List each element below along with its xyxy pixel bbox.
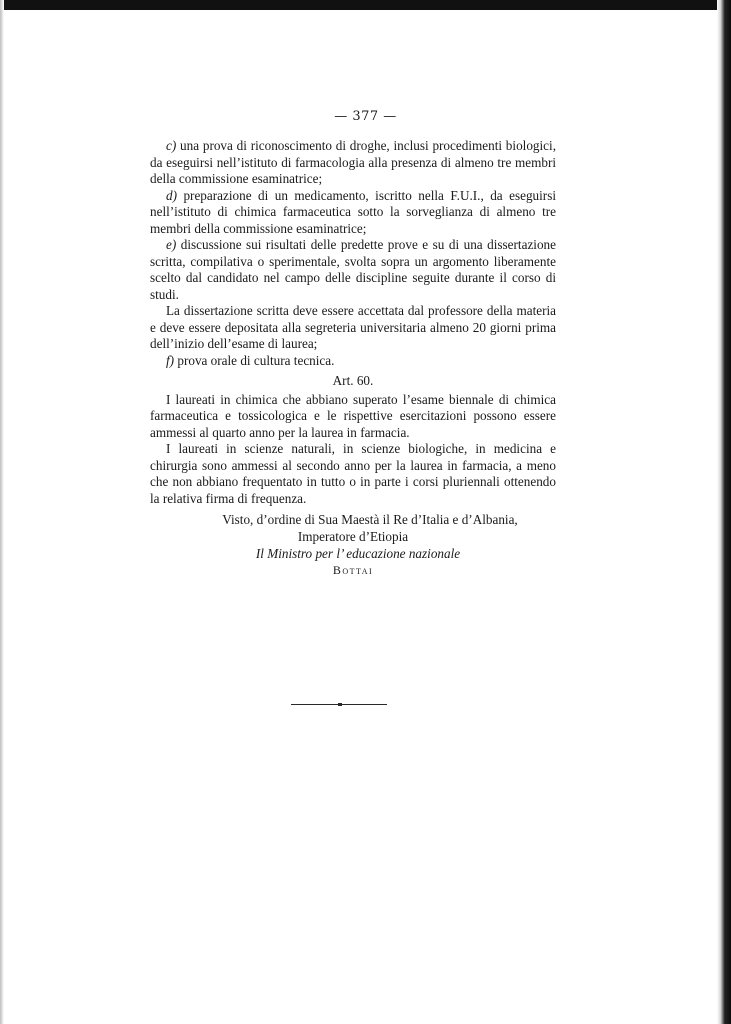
item-marker: e): [166, 237, 177, 252]
item-marker: f): [166, 352, 175, 368]
scan-left-edge: [0, 0, 4, 1024]
article-paragraph: I laureati in chimica che abbiano superato l’esame biennale di chimica farmaceutica e tossicologica e le rispettive esercitazioni possono essere ammessi al quarto anno per la laurea in farmacia.: [150, 391, 556, 440]
paragraph-dissertazione: [150, 303, 556, 353]
signature-block: [150, 511, 556, 579]
paragraph-text: una prova di riconoscimento di droghe, inclusi procedimenti biologici, da eseguirsi nell’istituto di farmacologia alla presenza di almeno tre membri della commissione esaminatrice;: [150, 138, 556, 186]
page-number: — 377 —: [334, 109, 397, 124]
paragraph-text: prova orale di cultura tecnica.: [174, 352, 335, 368]
signature-line-2: Imperatore d’Etiopia: [297, 529, 409, 544]
scan-top-border: [0, 0, 731, 10]
item-marker: d): [166, 187, 177, 203]
paragraph-d: [150, 188, 556, 238]
article-paragraph: I laureati in scienze naturali, in scienze biologiche, in medicina e chirurgia sono ammessi al secondo anno per la laurea in farmacia, a meno che non abbiano frequentato in tutto o in parte i corsi pluriennali ottenendo la relativa firma di frequenza.: [150, 441, 556, 506]
minister-name: Bottai: [332, 563, 374, 577]
end-rule-ornament: [338, 703, 342, 706]
paragraph-text: discussione sui risultati delle predette prove e su di una dissertazione scritta, compilativa o sperimentale, svolta sopra un argomento liberamente scelto dal candidato nel campo delle discipline seguite durante il corso di studi.: [150, 237, 556, 302]
paragraph-text: La dissertazione scritta deve essere accettata dal professore della materia e deve essere depositata alla segreteria universitaria almeno 20 giorni prima dell’inizio dell’esame di laurea;: [150, 303, 556, 351]
signature-line-1: Visto, d’ordine di Sua Maestà il Re d’Italia e d’Albania,: [222, 512, 518, 527]
scan-right-edge: [717, 0, 731, 1024]
article-heading: Art. 60.: [332, 373, 374, 388]
item-marker: c): [166, 138, 177, 153]
paragraph-text: preparazione di un medicamento, iscritto nella F.U.I., da eseguirsi nell’istituto di chimica farmaceutica sotto la sorveglianza di almeno tre membri della commissione esaminatrice;: [150, 187, 556, 236]
minister-title: Il Ministro per l’ educazione nazionale: [255, 546, 461, 561]
body-text: [150, 138, 556, 507]
paragraph-c: [150, 138, 556, 188]
paragraph-f: [150, 353, 556, 370]
paragraph-e: [150, 237, 556, 303]
